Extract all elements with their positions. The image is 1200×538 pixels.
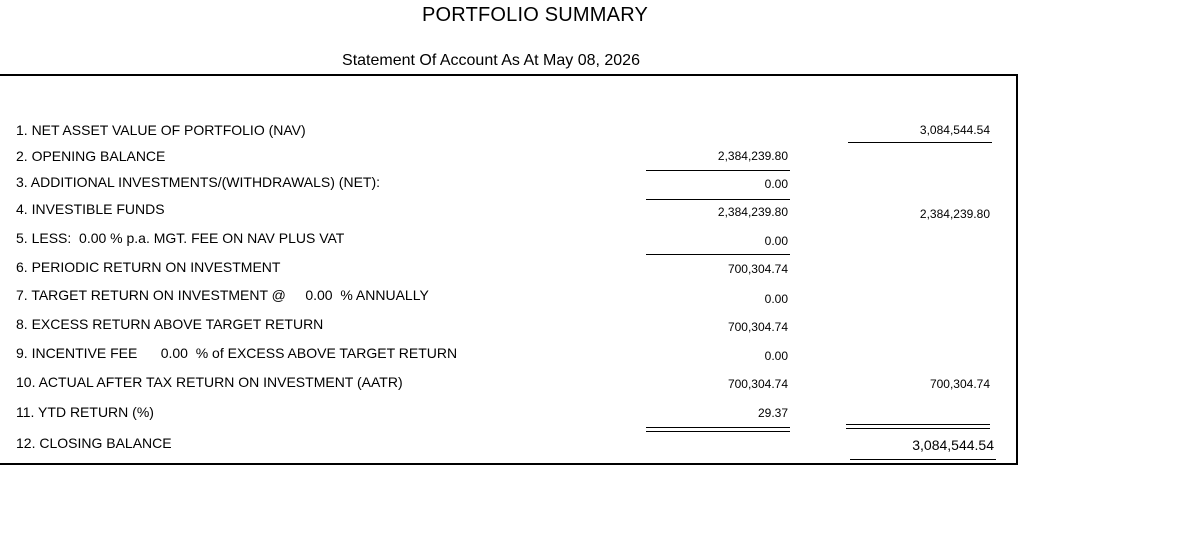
row-label-target-return: 7. TARGET RETURN ON INVESTMENT @ 0.00 % ANNUALLY bbox=[16, 287, 429, 303]
row-value-investible-funds: 2,384,239.80 bbox=[717, 205, 788, 219]
row-label-excess-return: 8. EXCESS RETURN ABOVE TARGET RETURN bbox=[16, 316, 324, 332]
row-label-investible-funds: 4. INVESTIBLE FUNDS bbox=[16, 201, 165, 217]
nav-underline bbox=[848, 142, 992, 143]
page-title: PORTFOLIO SUMMARY bbox=[421, 4, 649, 26]
ytd-double-underline-bottom bbox=[646, 431, 790, 432]
row-value-nav-total: 3,084,544.54 bbox=[919, 123, 990, 137]
row-total-investible-funds: 2,384,239.80 bbox=[919, 207, 990, 221]
row-value-additional-investments: 0.00 bbox=[764, 177, 788, 191]
row-value-excess-return: 700,304.74 bbox=[727, 320, 788, 334]
row-value-ytd-return: 29.37 bbox=[757, 406, 788, 420]
row-label-incentive-fee: 9. INCENTIVE FEE 0.00 % of EXCESS ABOVE TARGET RETURN bbox=[16, 345, 458, 361]
row-total-closing-balance: 3,084,544.54 bbox=[912, 437, 994, 453]
row-value-target-return: 0.00 bbox=[764, 292, 788, 306]
row-label-management-fee: 5. LESS: 0.00 % p.a. MGT. FEE ON NAV PLUS VAT bbox=[16, 230, 345, 246]
row-label-ytd-return: 11. YTD RETURN (%) bbox=[16, 404, 154, 420]
row-value-aatr: 700,304.74 bbox=[727, 377, 788, 391]
management-fee-underline bbox=[646, 254, 790, 255]
ytd-double-underline-top bbox=[646, 427, 790, 428]
closing-balance-double-underline-top bbox=[850, 459, 996, 460]
row-value-periodic-return: 700,304.74 bbox=[727, 262, 788, 276]
total-double-rule-top bbox=[846, 424, 990, 425]
additional-investments-underline bbox=[646, 199, 790, 200]
row-label-opening-balance: 2. OPENING BALANCE bbox=[16, 148, 166, 164]
row-value-incentive-fee: 0.00 bbox=[764, 349, 788, 363]
row-label-aatr: 10. ACTUAL AFTER TAX RETURN ON INVESTMENT (AATR) bbox=[16, 374, 403, 390]
row-total-aatr: 700,304.74 bbox=[929, 377, 990, 391]
row-label-closing-balance: 12. CLOSING BALANCE bbox=[16, 435, 172, 451]
closing-balance-double-underline-bottom bbox=[850, 463, 996, 464]
opening-balance-underline bbox=[646, 170, 790, 171]
row-value-management-fee: 0.00 bbox=[764, 234, 788, 248]
statement-date-subtitle: Statement Of Account As At May 08, 2026 bbox=[342, 52, 640, 69]
row-label-nav: 1. NET ASSET VALUE OF PORTFOLIO (NAV) bbox=[16, 122, 306, 138]
total-double-rule-bottom bbox=[846, 428, 990, 429]
row-label-periodic-return: 6. PERIODIC RETURN ON INVESTMENT bbox=[16, 259, 281, 275]
row-label-additional-investments: 3. ADDITIONAL INVESTMENTS/(WITHDRAWALS) (NET): bbox=[16, 174, 381, 190]
row-value-opening-balance: 2,384,239.80 bbox=[717, 149, 788, 163]
